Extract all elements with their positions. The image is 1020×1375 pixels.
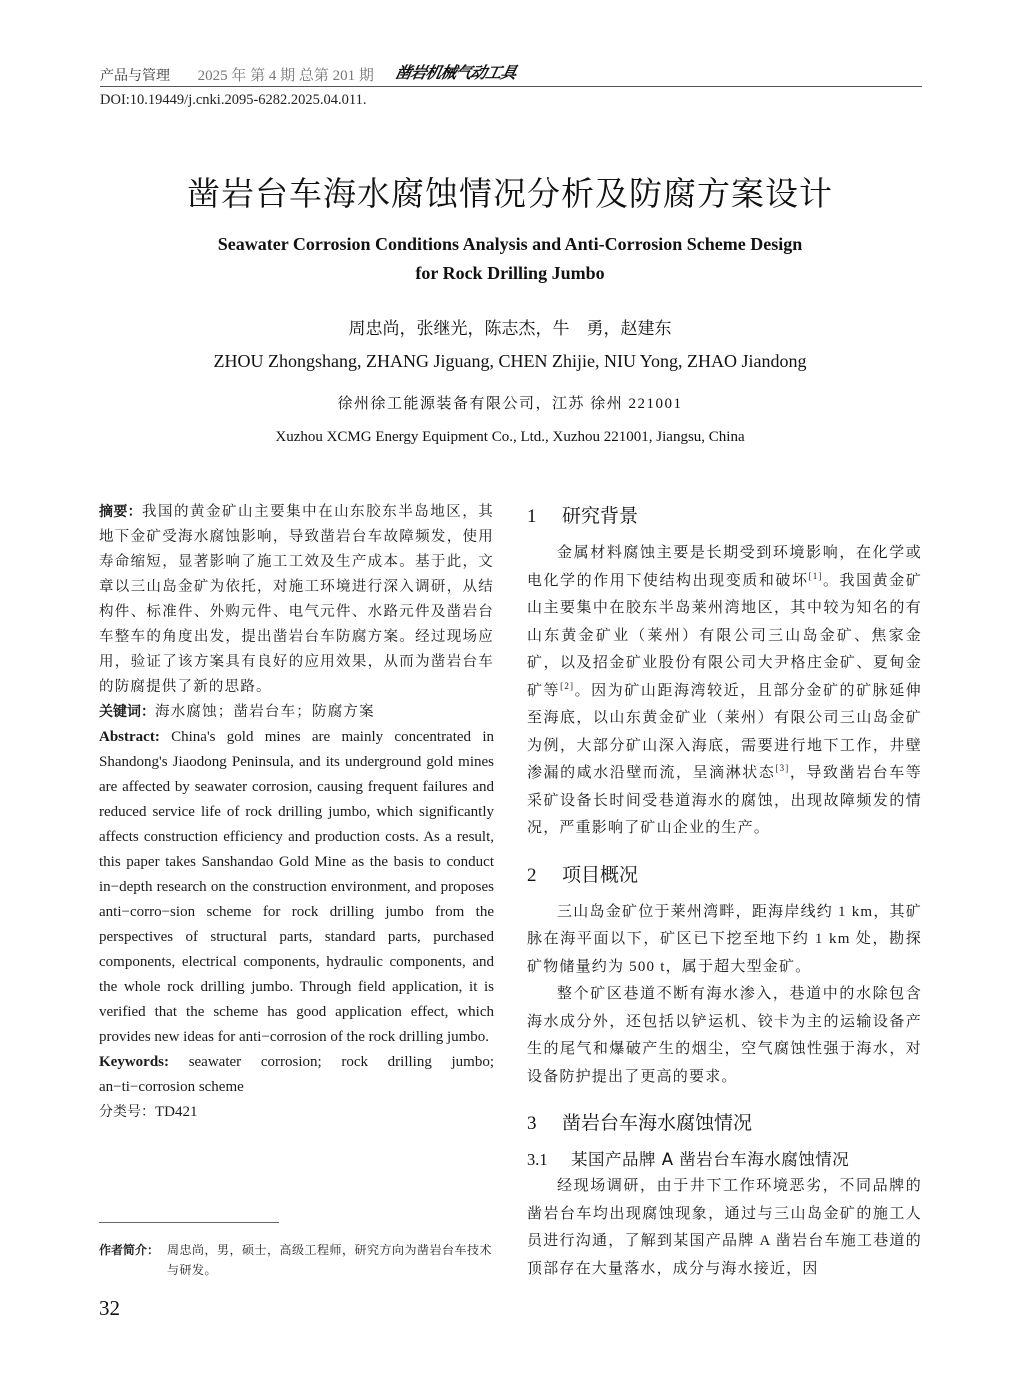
title-cn: 凿岩台车海水腐蚀情况分析及防腐方案设计 <box>187 174 833 213</box>
author-bio-label: 作者简介： <box>99 1243 160 1257</box>
journal-logo: 凿岩机械气动工具 <box>393 63 518 82</box>
citation-2[interactable]: [2] <box>560 680 575 691</box>
subsection-number: 3.1 <box>527 1150 548 1169</box>
classification <box>99 1100 494 1125</box>
author-bio <box>99 1240 497 1280</box>
section-number: 1 <box>527 506 537 527</box>
authors-cn: 周忠尚，张继光，陈志杰，牛 勇，赵建东 <box>348 319 672 339</box>
section-heading-3 <box>527 1107 922 1139</box>
title-en <box>0 230 1020 288</box>
text-run: 。因为矿山距海湾较近，且部分金矿的矿脉延伸至海底，以山东黄金矿业（莱州）有限公司三山岛金矿为例，大部分矿山深入海底，需要进行地下工作，井壁渗漏的咸水沿壁而流，呈滴淋状态 <box>527 682 922 781</box>
affiliation-cn: 徐州徐工能源装备有限公司，江苏 徐州 221001 <box>337 396 683 412</box>
section-1-paragraph <box>527 540 922 843</box>
footnote-rule <box>99 1222 279 1223</box>
header-rule <box>100 86 922 87</box>
authors-en: ZHOU Zhongshang, ZHANG Jiguang, CHEN Zhijie, NIU Yong, ZHAO Jiandong <box>213 351 807 371</box>
classification-label: 分类号： <box>99 1104 155 1120</box>
abstract-en <box>99 725 494 1050</box>
page-number: 32 <box>99 1296 120 1320</box>
subsection-heading-3-1 <box>527 1147 922 1173</box>
doi: DOI:10.19449/j.cnki.2095-6282.2025.04.011. <box>100 92 367 108</box>
keywords-cn-text: 海水腐蚀；凿岩台车；防腐方案 <box>155 704 375 720</box>
keywords-en-label: Keywords: <box>99 1054 169 1070</box>
subsection-title: 某国产品牌 A 凿岩台车海水腐蚀情况 <box>571 1150 850 1169</box>
section-title: 研究背景 <box>562 505 639 527</box>
text-run: 。我国黄金矿山主要集中在胶东半岛莱州湾地区，其中较为知名的有山东黄金矿业（莱州）有限公司三山岛金矿、焦家金矿，以及招金矿业股份有限公司大尹格庄金矿、夏甸金矿等 <box>527 572 923 699</box>
abstract-en-text: China's gold mines are mainly concentrated in Shandong's Jiaodong Peninsula, and its underground gold mines are affected by seawater corrosion, causing frequent failures and reduced service life of rock drilling jumbo, which significantly affects construction efficiency and production costs. As a result, this paper takes Sanshandao Gold Mine as the basis to conduct in−depth research on the construction environment, and proposes anti−corro−sion scheme for rock drilling jumbo from the perspectives of structural parts, standard parts, purchased components, electrical components, hydraulic components, and the whole rock drilling jumbo. Through field application, it is verified that the scheme has good application effect, which provides new ideas for anti−corrosion of the rock drilling jumbo. <box>99 729 495 1045</box>
section-number: 2 <box>527 864 537 886</box>
classification-value: TD421 <box>155 1104 198 1120</box>
keywords-cn <box>99 700 494 725</box>
section-heading-1 <box>527 500 922 532</box>
abstract-en-label: Abstract: <box>99 729 160 745</box>
abstract-cn-text: 我国的黄金矿山主要集中在山东胶东半岛地区，其地下金矿受海水腐蚀影响，导致凿岩台车故障频发，使用寿命缩短，显著影响了施工工效及生产成本。基于此，文章以三山岛金矿为依托，对施工环境进行深入调研，从结构件、标准件、外购元件、电气元件、水路元件及凿岩台车整车的角度出发，提出凿岩台车防腐方案。经过现场应用，验证了该方案具有良好的应用效果，从而为凿岩台车的防腐提供了新的思路。 <box>99 504 494 695</box>
text-run: 金属材料腐蚀主要是长期受到环境影响，在化学或电化学的作用下使结构出现变质和破坏 <box>527 545 922 589</box>
abstract-cn-label: 摘要： <box>99 504 142 520</box>
author-bio-text: 周忠尚，男，硕士，高级工程师，研究方向为凿岩台车技术与研发。 <box>167 1243 493 1277</box>
section-heading-2 <box>527 859 922 891</box>
keywords-en-text: seawater corrosion; rock drilling jumbo; an−ti−corrosion scheme <box>99 1054 495 1095</box>
section-title: 凿岩台车海水腐蚀情况 <box>562 1112 753 1134</box>
abstract-cn <box>99 500 494 700</box>
citation-3[interactable]: [3] <box>775 763 790 773</box>
left-column <box>99 500 494 1125</box>
header-issue: 2025 年 第 4 期 总第 201 期 <box>197 68 374 84</box>
section-2-paragraph-1: 三山岛金矿位于莱州湾畔，距海岸线约 1 km，其矿脉在海平面以下，矿区已下挖至地下约 1 km 处，勘探矿物储量约为 500 t，属于超大型金矿。 <box>527 903 922 975</box>
header-section: 产品与管理 <box>100 68 170 84</box>
running-header <box>100 64 922 86</box>
subsection-3-1-paragraph: 经现场调研，由于井下工作环境恶劣，不同品牌的凿岩台车均出现腐蚀现象，通过与三山岛金矿的施工人员进行沟通，了解到某国产品牌 A 凿岩台车施工巷道的顶部存在大量落水，成分与海水接近，因 <box>527 1178 922 1277</box>
title-en-line2: for Rock Drilling Jumbo <box>415 263 605 283</box>
keywords-en <box>99 1050 494 1100</box>
section-title: 项目概况 <box>562 863 639 886</box>
text-run: ，导致凿岩台车等采矿设备长时间受巷道海水的腐蚀，出现故障频发的情况，严重影响了矿山企业的生产。 <box>527 765 922 836</box>
citation-1[interactable]: [1] <box>808 570 823 581</box>
keywords-cn-label: 关键词： <box>99 704 155 720</box>
right-column <box>527 500 922 1283</box>
title-en-line1: Seawater Corrosion Conditions Analysis and Anti-Corrosion Scheme Design <box>217 234 803 254</box>
section-2-paragraph-2: 整个矿区巷道不断有海水渗入，巷道中的水除包含海水成分外，还包括以铲运机、铰卡为主的运输设备产生的尾气和爆破产生的烟尘，空气腐蚀性强于海水，对设备防护提出了更高的要求。 <box>527 986 922 1085</box>
section-number: 3 <box>527 1113 537 1134</box>
affiliation-en: Xuzhou XCMG Energy Equipment Co., Ltd., Xuzhou 221001, Jiangsu, China <box>275 429 745 445</box>
